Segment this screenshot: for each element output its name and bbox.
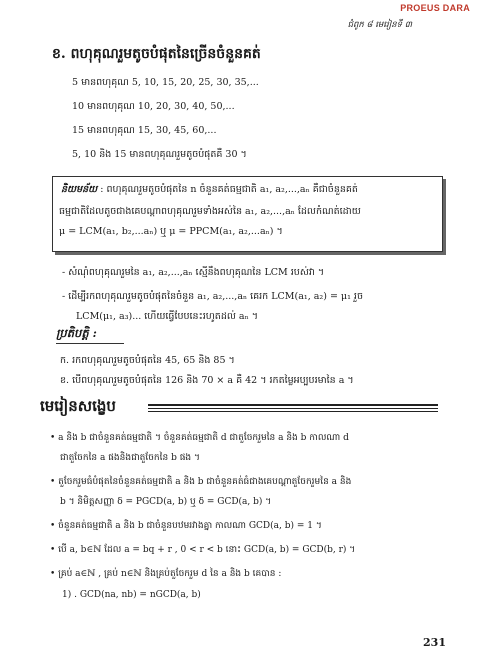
note-1: - សំណុំពហុគុណរួមនៃ a₁, a₂,...,aₙ ស្មើនឹងពហុគុណនៃ LCM របស់វា ។ [62,267,325,278]
definition-text-1: : ពហុគុណរួមតូចបំផុតនៃ n ចំនួនគត់ធម្មជាតិ a₁, a₂,...,aₙ គឺជាចំនួនគត់ [100,184,358,195]
summary-bullet-1: • a និង b ជាចំនួនគត់ធម្មជាតិ ។ ចំនួនគត់ធម្មជាតិ d ជាតួចែករួមនៃ a និង b កាលណា d [50,433,349,443]
exercise-title: ប្រតិបត្តិ : [56,326,97,340]
summary-bullet-5-item-1: 1) . GCD(na, nb) = nGCD(a, b) [62,590,201,600]
summary-rule-thin-1 [148,408,438,409]
exercise-item-a: ក. រកពហុគុណរួមតូចបំផុតនៃ 45, 65 និង 85 ។ [60,355,235,366]
multiples-conclusion: 5, 10 និង 15 មានពហុគុណរួមតូចបំផុតគឺ 30 ។ [72,149,247,160]
section-heading: ខ. ពហុគុណរួមតូចបំផុតនៃច្រើនចំនួនគត់ [52,46,261,62]
summary-title: មេរៀនសង្ខេប [40,397,122,419]
multiples-line-3: 15 មានពហុគុណ 15, 30, 45, 60,... [72,125,217,136]
summary-bullet-3: • ចំនួនគត់ធម្មជាតិ a និង b ជាចំនួនបឋមរវាងគ្នា កាលណា GCD(a, b) = 1 ។ [50,521,322,531]
summary-rule-thin-2 [148,411,438,412]
multiples-line-2: 10 មានពហុគុណ 10, 20, 30, 40, 50,... [72,101,235,112]
summary-bullet-1-cont: ជាតួចែកនៃ a ផងនិងជាតួចែកនៃ b ផង ។ [60,453,200,463]
definition-line-2: ធម្មជាតិដែលតូចជាងគេបណ្តាពហុគុណរួមទាំងអស់នៃ a₁, a₂,...,aₙ ដែលកំណត់ដោយ [59,206,361,217]
note-3: LCM(μ₁, a₃)... ហើយធ្វើបែបនេះរហូតដល់ aₙ ។ [76,311,258,322]
page-number: 231 [423,636,446,649]
summary-bullet-2: • តួចែករួមធំបំផុតនៃចំនួនគត់ធម្មជាតិ a និង b ជាចំនួនគត់ធំជាងគេបណ្តាតួចែករួមនៃ a និង [50,477,352,487]
multiples-line-1: 5 មានពហុគុណ 5, 10, 15, 20, 25, 30, 35,... [72,77,259,88]
definition-line-1 [61,183,358,197]
running-head: ជំពូក ៨ មេរៀនទី ៣ [347,20,412,30]
definition-box [52,176,443,252]
summary-bullet-5: • គ្រប់ a∈ℕ , គ្រប់ n∈ℕ និងគ្រប់តួចែករួម d នៃ a និង b គេបាន : [50,569,282,579]
exercise-underline [56,343,124,344]
summary-bullet-4: • បើ a, b∈ℕ ដែល a = bq + r , 0 < r < b នោះ GCD(a, b) = GCD(b, r) ។ [50,545,356,555]
brand-watermark: PROEUS DARA [400,3,470,13]
exercise-item-b: ខ. បើពហុគុណរួមតូចបំផុតនៃ 126 និង 70 × a គឺ 42 ។ រកតម្លៃអប្បបរមានៃ a ។ [60,375,354,386]
definition-line-3: μ = LCM(a₁, b₂,...aₙ) ឬ μ = PPCM(a₁, a₂,...aₙ) ។ [59,226,283,237]
summary-bullet-2-cont: b ។ និមិត្តសញ្ញា δ = PGCD(a, b) ឬ δ = GCD(a, b) ។ [60,497,272,507]
note-2: - ដើម្បីរកពហុគុណរួមតូចបំផុតនៃចំនួន a₁, a₂,...,aₙ គេរក LCM(a₁, a₂) = μ₁ រួច [62,291,363,302]
definition-title: និយមន័យ [61,184,98,195]
summary-rule-thick [148,404,438,406]
